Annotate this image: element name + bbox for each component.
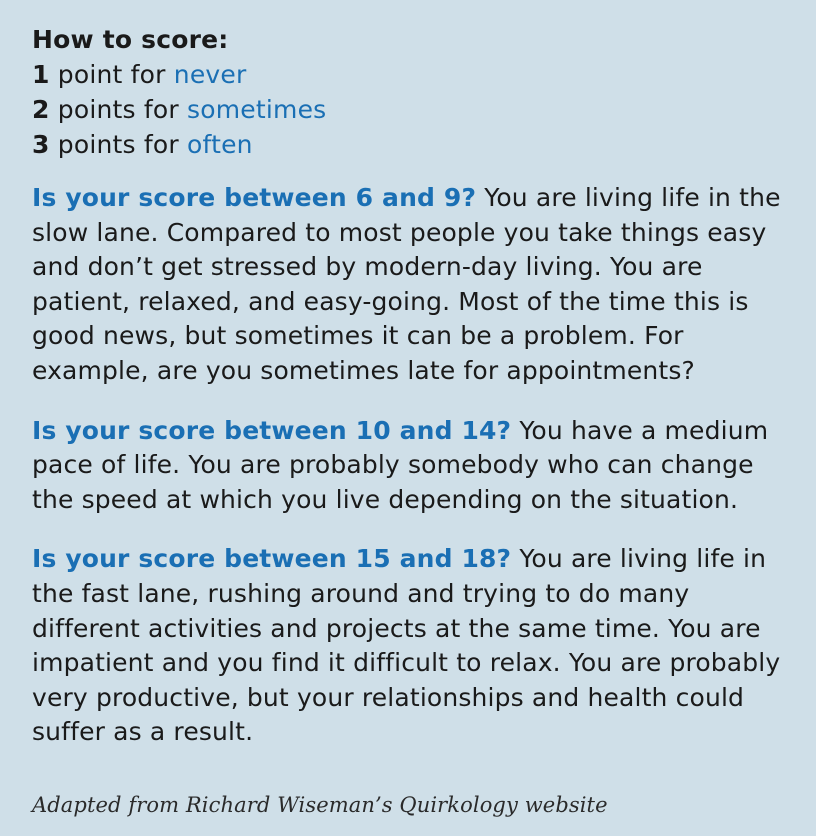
rule-answer: sometimes (187, 95, 327, 124)
result-question: Is your score between 15 and 18? (32, 544, 512, 574)
result-question: Is your score between 6 and 9? (32, 183, 477, 212)
rule-points: 1 (32, 60, 50, 89)
result-text: You are living life in the slow lane. Compared to most people you take things easy and don’t get stressed by modern-day living. You are patient, relaxed, and easy-going. Most of the time this is good news, but sometimes it can be a problem. For example, are you sometimes late for appointments? (32, 183, 781, 385)
result-fast-lane (32, 542, 802, 750)
scoring-guide (32, 22, 802, 162)
rule-points: 2 (32, 95, 50, 124)
scoring-rule (32, 57, 802, 92)
rule-text: point for (49, 60, 174, 89)
rule-points: 3 (32, 130, 50, 159)
scoring-panel (32, 22, 802, 775)
rule-answer: never (173, 60, 247, 89)
rule-text: points for (49, 95, 188, 124)
scoring-heading: How to score: (32, 25, 229, 54)
result-slow-lane (32, 181, 802, 389)
result-question: Is your score between 10 and 14? (32, 415, 512, 445)
result-text: You have a medium pace of life. You are probably somebody who can change the speed at which you live depending on the situation. (32, 415, 769, 514)
rule-text: points for (49, 130, 188, 159)
scoring-rule (32, 92, 802, 127)
result-text: You are living life in the fast lane, rushing around and trying to do many different activities and projects at the same time. You are impatient and you find it difficult to relax. You are probably very productive, but your relationships and health could suffer as a result. (32, 544, 781, 747)
rule-answer: often (187, 130, 253, 159)
source-credit: Adapted from Richard Wiseman’s Quirkology website (32, 793, 608, 817)
result-medium-pace (32, 414, 802, 518)
scoring-rule (32, 127, 802, 162)
